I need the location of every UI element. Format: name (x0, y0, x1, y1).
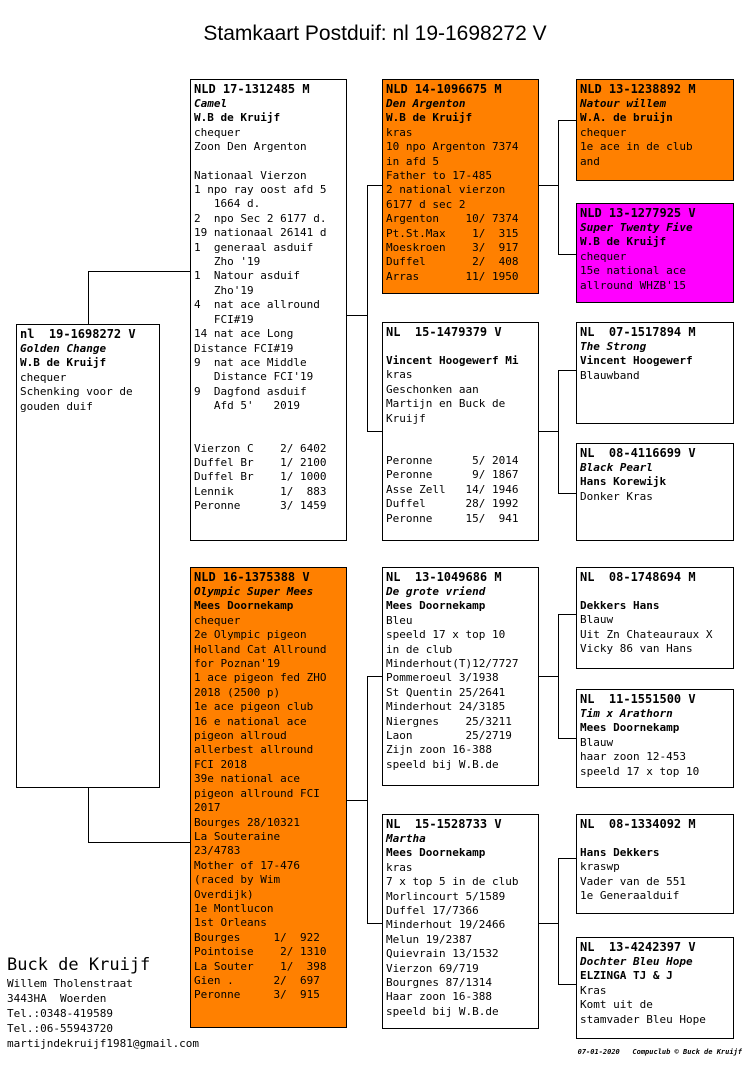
card-details (386, 861, 535, 1019)
detail-line: Peronne 9/ 1867 (386, 468, 519, 482)
detail-line: Bourges 1/ 922 (194, 930, 320, 944)
detail-line: Bourgnes 87/1314 (386, 976, 492, 990)
ring-number: NL 13-1049686 M (386, 570, 502, 584)
detail-line: Overdijk) (194, 887, 254, 901)
detail-line: haar zoon 12-453 (580, 750, 686, 764)
pedigree-card-dds (576, 814, 734, 914)
connector-line (558, 984, 576, 985)
owner-name: W.B de Kruijf (194, 111, 281, 125)
detail-line: Martijn en Buck de (386, 397, 506, 411)
ring-number: NL 08-1748694 M (580, 570, 696, 584)
owner-name: Mees Doornekamp (194, 599, 294, 613)
connector-line (558, 614, 559, 739)
card-details (580, 984, 730, 1027)
pedigree-card-dsd (576, 689, 734, 788)
detail-line: Duffel 2/ 408 (386, 255, 519, 269)
connector-line (558, 120, 559, 255)
detail-line (386, 440, 535, 454)
detail-line: Lennik 1/ 883 (194, 484, 327, 498)
owner-name: Mees Doornekamp (580, 721, 680, 735)
connector-line (367, 431, 383, 432)
detail-line: 23/4783 (194, 844, 241, 858)
detail-line: 2017 (194, 801, 221, 815)
detail-line: St Quentin 25/2641 (386, 685, 506, 699)
ring-number: NLD 14-1096675 M (386, 82, 502, 96)
detail-line: kraswp (580, 860, 620, 874)
detail-line: Arras 11/ 1950 (386, 269, 519, 283)
detail-line: La Souteraine (194, 829, 281, 843)
detail-line: Moeskroen 3/ 917 (386, 241, 519, 255)
pigeon-name: Den Argenton (386, 97, 466, 110)
connector-line (558, 254, 576, 255)
ring-number: nl 19-1698272 V (20, 327, 136, 341)
detail-line: allround WHZB'15 (580, 278, 686, 292)
detail-line: Haar zoon 16-388 (386, 990, 492, 1004)
detail-line: Laon 25/2719 (386, 729, 512, 743)
card-details (580, 736, 730, 779)
connector-line (346, 315, 368, 316)
connector-line (558, 738, 576, 739)
breeder-mobile: Tel.:06-55943720 (7, 1022, 113, 1035)
detail-line: pigeon allround FCI (194, 786, 320, 800)
breeder-email[interactable]: martijndekruijf1981@gmail.com (7, 1037, 200, 1050)
pigeon-name: Tim x Arathorn (580, 707, 673, 720)
owner-name: Dekkers Hans (580, 599, 660, 612)
breeder-city: 3443HA Woerden (7, 992, 107, 1005)
detail-line: Komt uit de (580, 998, 653, 1012)
detail-line: Pommeroeul 3/1938 (386, 671, 499, 685)
owner-name: W.B de Kruijf (20, 356, 107, 370)
detail-line: Vierzon C 2/ 6402 (194, 441, 327, 455)
detail-line: 14 nat ace Long (194, 327, 294, 341)
detail-line: 39e national ace (194, 772, 300, 786)
detail-line: allerbest allround (194, 743, 314, 757)
owner-name: W.B de Kruijf (580, 235, 667, 249)
detail-line (194, 428, 343, 442)
detail-line: Pointoise 2/ 1310 (194, 945, 327, 959)
detail-line: Uit Zn Chateauraux X (580, 627, 713, 641)
detail-line: for Poznan'19 (194, 657, 281, 671)
card-details (580, 613, 730, 656)
detail-line: Niergnes 25/3211 (386, 714, 512, 728)
detail-line: chequer (580, 125, 627, 139)
detail-line: 1e ace in de club (580, 140, 693, 154)
pigeon-name: The Strong (580, 340, 647, 353)
connector-line (558, 370, 576, 371)
connector-line (558, 858, 559, 985)
detail-line: kras (386, 368, 413, 382)
detail-line: 7 x top 5 in de club (386, 875, 519, 889)
footer-credit: 07-01-2020 Compuclub © Buck de Kruijf (577, 1048, 742, 1056)
detail-line: Mother of 17-476 (194, 858, 300, 872)
breeder-name: Buck de Kruijf (7, 955, 151, 975)
pedigree-card-sire (190, 79, 347, 541)
owner-name: ELZINGA TJ & J (580, 969, 673, 983)
detail-line: kras (386, 125, 413, 139)
card-details (386, 368, 535, 526)
pigeon-name: Camel (194, 97, 228, 110)
connector-line (538, 676, 559, 677)
connector-line (367, 185, 368, 432)
connector-line (367, 676, 383, 677)
detail-line: Kras (580, 983, 607, 997)
connector-line (367, 676, 368, 924)
pigeon-name: Super Twenty Five (580, 221, 693, 234)
detail-line: Argenton 10/ 7374 (386, 212, 519, 226)
detail-line: speeld 17 x top 10 (386, 628, 506, 642)
detail-line: kras (386, 860, 413, 874)
detail-line: 6177 d sec 2 (386, 197, 466, 211)
connector-line (367, 923, 383, 924)
ring-number: NLD 13-1238892 M (580, 82, 696, 96)
connector-line (558, 858, 576, 859)
detail-line: Blauw (580, 613, 614, 627)
pigeon-name: De grote vriend (386, 585, 486, 598)
detail-line: 1 ace pigeon fed ZHO (194, 671, 327, 685)
pedigree-card-sire-sire (382, 79, 539, 294)
connector-line (538, 185, 559, 186)
detail-line: chequer (194, 613, 241, 627)
detail-line: speeld bij W.B.de (386, 1004, 499, 1018)
breeder-phone: Tel.:0348-419589 (7, 1007, 113, 1020)
detail-line (194, 155, 343, 169)
owner-name: Mees Doornekamp (386, 599, 486, 613)
connector-line (88, 271, 89, 324)
connector-line (558, 493, 576, 494)
detail-line: chequer (580, 249, 627, 263)
ring-number: NLD 17-1312485 M (194, 82, 310, 96)
detail-line: Peronne 3/ 915 (194, 988, 320, 1002)
detail-line: 1664 d. (194, 197, 261, 211)
pedigree-card-ssd (576, 203, 734, 303)
pedigree-card-dam (190, 567, 347, 1028)
pigeon-name: Dochter Bleu Hope (580, 955, 693, 968)
detail-line: Melun 19/2387 (386, 932, 473, 946)
detail-line: Zho '19 (194, 255, 261, 269)
pedigree-card-dam-dam (382, 814, 539, 1029)
detail-line: Morlincourt 5/1589 (386, 889, 506, 903)
card-details (580, 369, 730, 383)
detail-line: Vicky 86 van Hans (580, 642, 693, 656)
detail-line: 9 nat ace Middle (194, 355, 307, 369)
connector-line (88, 271, 191, 272)
detail-line: Duffel 28/ 1992 (386, 497, 519, 511)
detail-line: Minderhout 19/2466 (386, 918, 506, 932)
detail-line: 4 nat ace allround (194, 298, 320, 312)
ring-number: NL 15-1528733 V (386, 817, 502, 831)
ring-number: NLD 13-1277925 V (580, 206, 696, 220)
detail-line: Peronne 5/ 2014 (386, 454, 519, 468)
pigeon-name: Olympic Super Mees (194, 585, 314, 598)
detail-line: Gien . 2/ 697 (194, 973, 320, 987)
pedigree-card-sire-dam (382, 322, 539, 541)
pedigree-card-subject (16, 324, 160, 788)
ring-number: NL 13-4242397 V (580, 940, 696, 954)
ring-number: NLD 16-1375388 V (194, 570, 310, 584)
detail-line: Minderhout 24/3185 (386, 700, 506, 714)
detail-line: Blauwband (580, 368, 640, 382)
detail-line: 1 npo ray oost afd 5 (194, 183, 327, 197)
connector-line (88, 842, 191, 843)
ring-number: NL 08-4116699 V (580, 446, 696, 460)
detail-line: Distance FCI#19 (194, 341, 294, 355)
detail-line: Afd 5' 2019 (194, 399, 300, 413)
detail-line: and (580, 154, 600, 168)
detail-line: speeld 17 x top 10 (580, 764, 700, 778)
connector-line (346, 800, 368, 801)
card-details (194, 126, 343, 514)
owner-name: Hans Dekkers (580, 846, 660, 859)
pedigree-card-sds (576, 322, 734, 424)
detail-line: 1e Generaalduif (580, 889, 680, 903)
detail-line: Donker Kras (580, 489, 653, 503)
pedigree-card-dss (576, 567, 734, 669)
pedigree-card-sss (576, 79, 734, 181)
card-details (580, 860, 730, 903)
pigeon-name (580, 832, 730, 846)
connector-line (367, 185, 383, 186)
detail-line: pigeon allroud (194, 729, 287, 743)
connector-line (538, 431, 559, 432)
pedigree-card-sdd (576, 443, 734, 541)
detail-line: 15e national ace (580, 264, 686, 278)
pedigree-card-dam-sire (382, 567, 539, 786)
detail-line: Duffel 17/7366 (386, 904, 479, 918)
detail-line: FCI#19 (194, 312, 254, 326)
detail-line: 19 nationaal 26141 d (194, 226, 327, 240)
detail-line: gouden duif (20, 399, 93, 413)
card-details (580, 250, 730, 293)
connector-line (558, 370, 559, 494)
detail-line: Bleu (386, 613, 413, 627)
detail-line: Holland Cat Allround (194, 642, 327, 656)
detail-line: Vierzon 69/719 (386, 961, 479, 975)
detail-line: Kruijf (386, 411, 426, 425)
detail-line: 1e ace pigeon club (194, 700, 314, 714)
detail-line: Schenking voor de (20, 385, 133, 399)
page-title: Stamkaart Postduif: nl 19-1698272 V (203, 22, 547, 45)
detail-line: 1 Natour asduif (194, 269, 300, 283)
detail-line: speeld bij W.B.de (386, 757, 499, 771)
detail-line: Zijn zoon 16-388 (386, 743, 492, 757)
detail-line: Peronne 3/ 1459 (194, 499, 327, 513)
detail-line: Vader van de 551 (580, 874, 686, 888)
detail-line: Blauw (580, 735, 614, 749)
ring-number: NL 11-1551500 V (580, 692, 696, 706)
ring-number: NL 07-1517894 M (580, 325, 696, 339)
detail-line: La Souter 1/ 398 (194, 959, 327, 973)
detail-line: 9 Dagfond asduif (194, 384, 307, 398)
pigeon-name: Natour willem (580, 97, 667, 110)
detail-line: in de club (386, 642, 453, 656)
card-details (386, 126, 535, 284)
card-details (194, 614, 343, 1003)
card-details (580, 126, 730, 169)
detail-line: 1e Montlucon (194, 901, 274, 915)
detail-line: Pt.St.Max 1/ 315 (386, 226, 519, 240)
owner-name: Hans Korewijk (580, 475, 667, 489)
owner-name: W.A. de bruijn (580, 111, 673, 125)
pigeon-name (580, 585, 730, 599)
ring-number: NL 08-1334092 M (580, 817, 696, 831)
detail-line: 1 generaal asduif (194, 240, 314, 254)
detail-line: FCI 2018 (194, 757, 247, 771)
detail-line: Duffel Br 1/ 2100 (194, 455, 327, 469)
detail-line: chequer (20, 370, 67, 384)
owner-name: Vincent Hoogewerf Mi (386, 354, 519, 367)
pigeon-name: Golden Change (20, 342, 107, 355)
detail-line: 1st Orleans (194, 916, 267, 930)
detail-line: Zho'19 (194, 283, 254, 297)
pigeon-name: Martha (386, 832, 426, 845)
connector-line (558, 120, 576, 121)
detail-line: 10 npo Argenton 7374 (386, 140, 519, 154)
detail-line: 16 e national ace (194, 714, 307, 728)
detail-line: Zoon Den Argenton (194, 140, 307, 154)
owner-name: Vincent Hoogewerf (580, 354, 693, 368)
breeder-street: Willem Tholenstraat (7, 977, 133, 990)
detail-line: Bourges 28/10321 (194, 815, 300, 829)
pedigree-card-ddd (576, 937, 734, 1039)
detail-line: Nationaal Vierzon (194, 168, 307, 182)
card-details (386, 614, 535, 772)
detail-line: Minderhout(T)12/7727 (386, 657, 519, 671)
owner-name: Mees Doornekamp (386, 846, 486, 860)
detail-line: 2e Olympic pigeon (194, 628, 307, 642)
detail-line: (raced by Wim (194, 873, 281, 887)
connector-line (538, 923, 559, 924)
detail-line: chequer (194, 125, 241, 139)
detail-line: stamvader Bleu Hope (580, 1012, 706, 1026)
card-details (580, 490, 730, 504)
detail-line: Quievrain 13/1532 (386, 947, 499, 961)
pigeon-name: Black Pearl (580, 461, 653, 474)
detail-line: Asse Zell 14/ 1946 (386, 482, 519, 496)
card-details (20, 371, 156, 414)
ring-number: NL 15-1479379 V (386, 325, 502, 339)
detail-line: Distance FCI'19 (194, 370, 314, 384)
detail-line: Peronne 15/ 941 (386, 511, 519, 525)
detail-line (194, 414, 343, 428)
detail-line: Geschonken aan (386, 382, 479, 396)
connector-line (88, 787, 89, 842)
connector-line (558, 614, 576, 615)
detail-line: Duffel Br 1/ 1000 (194, 470, 327, 484)
detail-line: Father to 17-485 (386, 169, 492, 183)
detail-line: 2 national vierzon (386, 183, 506, 197)
pigeon-name (386, 340, 535, 354)
detail-line: in afd 5 (386, 154, 439, 168)
detail-line (386, 426, 535, 440)
detail-line: 2018 (2500 p) (194, 685, 281, 699)
owner-name: W.B de Kruijf (386, 111, 473, 125)
detail-line: 2 npo Sec 2 6177 d. (194, 211, 327, 225)
